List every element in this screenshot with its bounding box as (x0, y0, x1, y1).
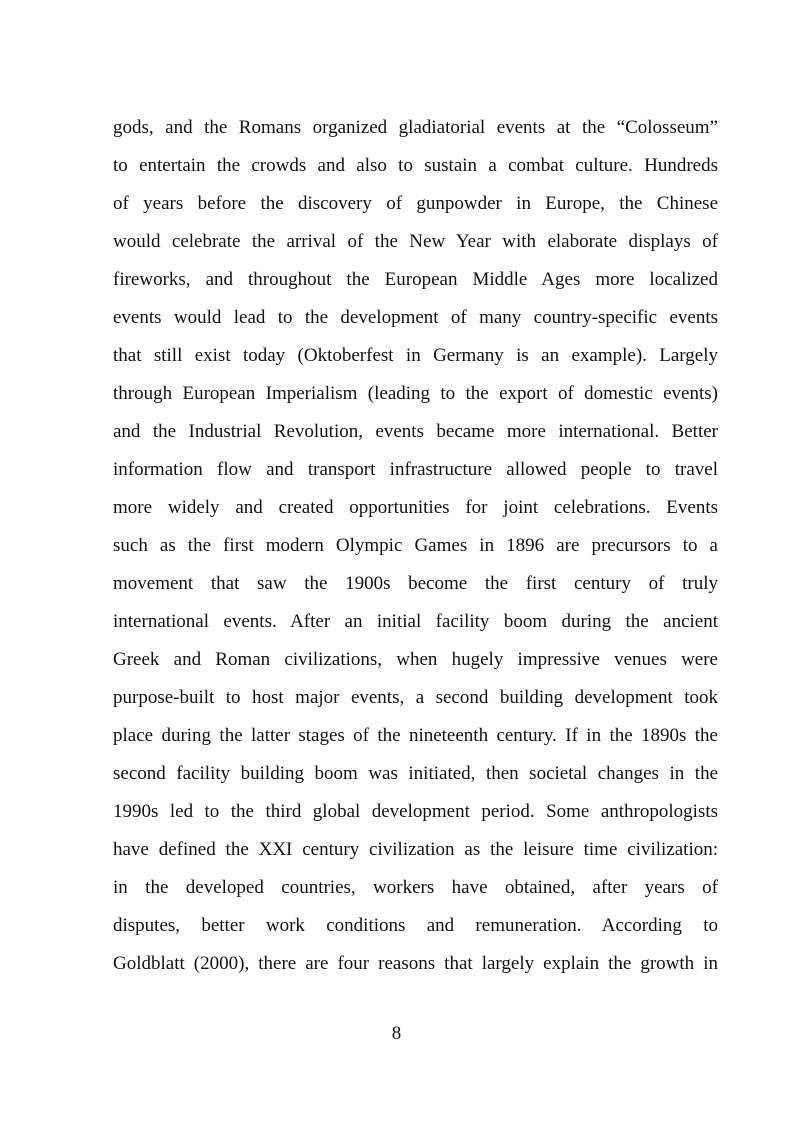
text-line: through European Imperialism (leading to the export of domestic events) (113, 383, 718, 404)
text-line: such as the first modern Olympic Games in 1896 are precursors to a (113, 535, 718, 556)
text-line: Greek and Roman civilizations, when hugely impressive venues were (113, 649, 718, 670)
text-line: disputes, better work conditions and remuneration. According to (113, 915, 718, 936)
text-line: Goldblatt (2000), there are four reasons that largely explain the growth in (113, 953, 718, 974)
text-line: movement that saw the 1900s become the first century of truly (113, 573, 718, 594)
text-line: fireworks, and throughout the European Middle Ages more localized (113, 269, 718, 290)
text-line: 1990s led to the third global development period. Some anthropologists (113, 801, 718, 822)
text-line: gods, and the Romans organized gladiatorial events at the “Colosseum” (113, 117, 718, 138)
text-line: have defined the XXI century civilization as the leisure time civilization: (113, 839, 718, 860)
body-paragraph (113, 109, 718, 983)
text-line: in the developed countries, workers have obtained, after years of (113, 877, 718, 898)
text-line: that still exist today (Oktoberfest in Germany is an example). Largely (113, 345, 718, 366)
text-line: would celebrate the arrival of the New Year with elaborate displays of (113, 231, 718, 252)
text-line: events would lead to the development of many country-specific events (113, 307, 718, 328)
text-line: purpose-built to host major events, a second building development took (113, 687, 718, 708)
text-line: second facility building boom was initiated, then societal changes in the (113, 763, 718, 784)
text-line: international events. After an initial facility boom during the ancient (113, 611, 718, 632)
text-line: and the Industrial Revolution, events became more international. Better (113, 421, 718, 442)
page-number: 8 (391, 1023, 402, 1044)
text-line: more widely and created opportunities for joint celebrations. Events (113, 497, 718, 518)
text-line: information flow and transport infrastructure allowed people to travel (113, 459, 718, 480)
text-line: of years before the discovery of gunpowder in Europe, the Chinese (113, 193, 718, 214)
text-line: place during the latter stages of the nineteenth century. If in the 1890s the (113, 725, 718, 746)
text-line: to entertain the crowds and also to sustain a combat culture. Hundreds (113, 155, 718, 176)
